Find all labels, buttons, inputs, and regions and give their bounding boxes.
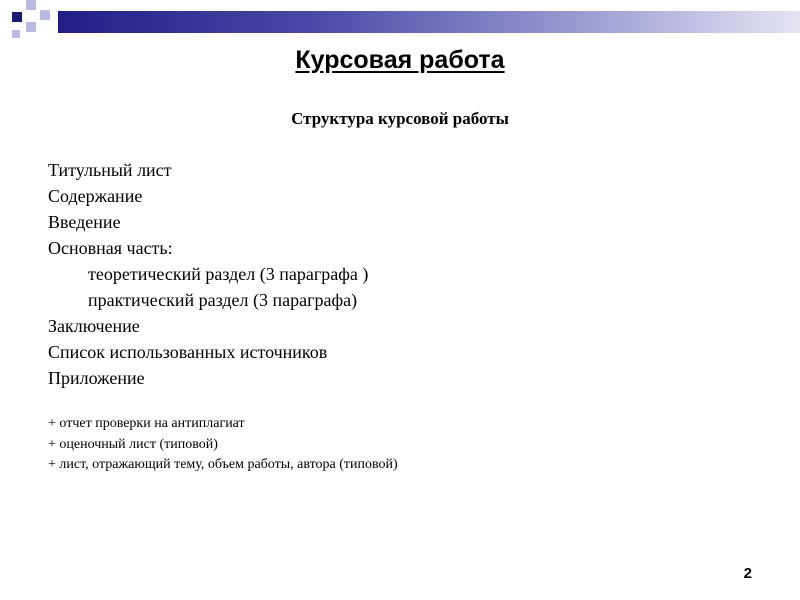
extra-item: + лист, отражающий тему, объем работы, автора (типовой) (48, 457, 398, 472)
extra-item: + отчет проверки на антиплагиат (48, 416, 245, 431)
list-subitem: теоретический раздел (3 параграфа ) (88, 264, 369, 284)
structure-list (48, 157, 368, 391)
list-item: Основная часть: (48, 238, 173, 258)
list-item: Введение (48, 212, 121, 232)
list-item: Содержание (48, 186, 143, 206)
navy-square-icon (12, 12, 22, 22)
lavender-square-icon (26, 0, 36, 10)
list-item: Титульный лист (48, 160, 172, 180)
list-item: Заключение (48, 316, 140, 336)
slide-title: Курсовая работа (295, 46, 505, 74)
list-item: Приложение (48, 368, 145, 388)
slide-subtitle: Структура курсовой работы (291, 109, 509, 128)
extras-list (48, 414, 398, 476)
extra-item: + оценочный лист (типовой) (48, 436, 218, 452)
list-subitem: практический раздел (3 параграфа) (88, 290, 358, 310)
page-number: 2 (743, 565, 752, 582)
list-item: Список использованных источников (48, 342, 328, 362)
lavender-square-icon (26, 22, 36, 32)
header-gradient-bar (58, 11, 800, 33)
lavender-square-icon (12, 30, 20, 38)
lavender-square-icon (40, 10, 50, 20)
